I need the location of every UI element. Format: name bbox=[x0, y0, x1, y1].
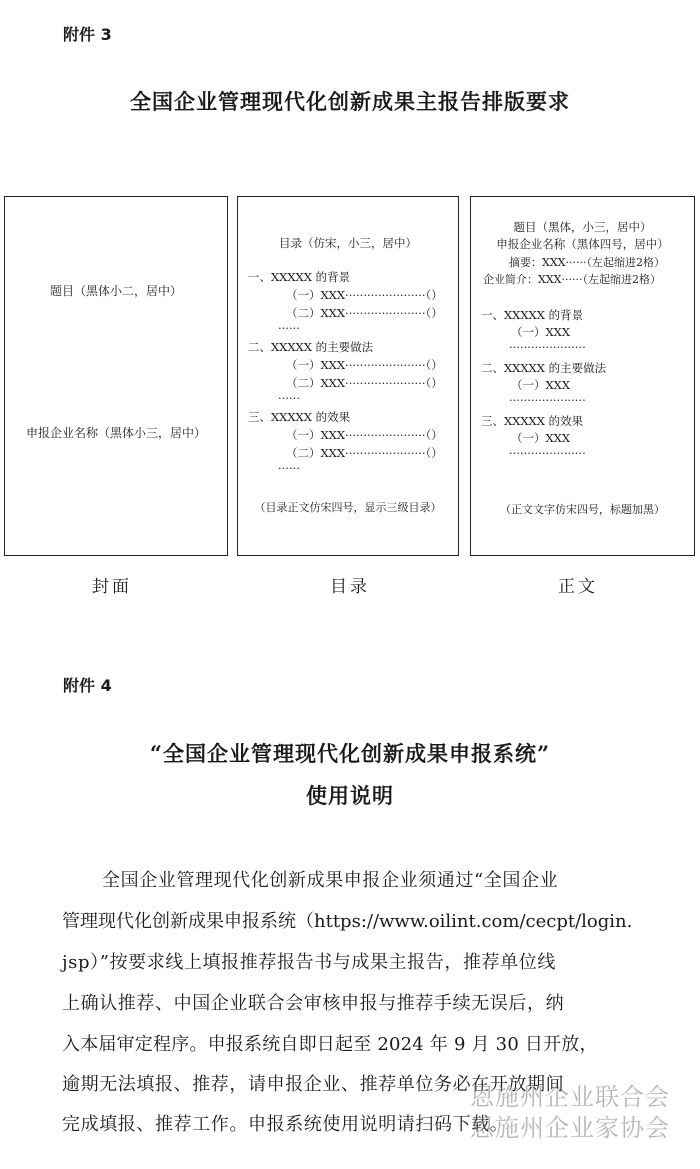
toc-line: 二、XXXXX 的主要做法 bbox=[248, 340, 374, 354]
toc-line: 一、XXXXX 的背景 bbox=[248, 270, 351, 284]
body-line: 三、XXXXX 的效果 bbox=[481, 414, 584, 428]
body-header-line: 企业简介：XXX······（左起缩进2格） bbox=[483, 273, 661, 286]
attachment-4-title-line1: “全国企业管理现代化创新成果申报系统” bbox=[149, 741, 551, 766]
body-line: ····················· bbox=[509, 393, 586, 407]
toc-line: ······ bbox=[278, 321, 300, 335]
toc-line: （二）XXX······················（） bbox=[286, 376, 443, 390]
body-line: ····················· bbox=[509, 340, 586, 354]
body-header-line: 申报企业名称（黑体四号，居中） bbox=[496, 237, 669, 251]
cover-caption: 封面 bbox=[92, 577, 132, 597]
paragraph-line: 完成填报、推荐工作。申报系统使用说明请扫码下载。 bbox=[62, 1114, 509, 1135]
body-line: （一）XXX bbox=[511, 431, 571, 445]
body-note: （正文文字仿宋四号，标题加黑） bbox=[500, 503, 665, 516]
paragraph-line: 管理现代化创新成果申报系统（https://www.oilint.com/cecpt/login. bbox=[62, 911, 633, 932]
body-header-line: 题目（黑体，小三，居中） bbox=[513, 220, 652, 234]
cover-page-box bbox=[4, 196, 228, 556]
toc-line: ······ bbox=[278, 461, 300, 475]
watermark-line1: 恩施州企业联合会 bbox=[470, 1083, 670, 1111]
attachment-4-label: 附件 4 bbox=[63, 676, 112, 695]
body-line: （一）XXX bbox=[511, 325, 571, 339]
attachment-3-title: 全国企业管理现代化创新成果主报告排版要求 bbox=[130, 89, 570, 114]
body-line: 二、XXXXX 的主要做法 bbox=[481, 361, 607, 375]
toc-line: （二）XXX······················（） bbox=[286, 446, 443, 460]
toc-line: 三、XXXXX 的效果 bbox=[248, 410, 351, 424]
toc-note: （目录正文仿宋四号，显示三级目录） bbox=[254, 501, 442, 514]
body-page-box bbox=[470, 196, 695, 556]
body-header-line: 摘要：XXX······（左起缩进2格） bbox=[509, 256, 665, 269]
body-line: 一、XXXXX 的背景 bbox=[481, 308, 584, 322]
body-line: ····················· bbox=[509, 446, 586, 460]
toc-caption: 目录 bbox=[330, 577, 370, 597]
cover-title-note: 题目（黑体小二，居中） bbox=[49, 284, 182, 298]
toc-line: （一）XXX······················（） bbox=[286, 288, 443, 302]
toc-page-box bbox=[237, 196, 459, 556]
paragraph-line: jsp）”按要求线上填报推荐报告书与成果主报告，推荐单位线 bbox=[62, 952, 556, 973]
toc-line: （一）XXX······················（） bbox=[286, 358, 443, 372]
toc-heading: 目录（仿宋，小三，居中） bbox=[279, 236, 417, 250]
attachment-3-label: 附件 3 bbox=[63, 25, 112, 44]
body-line: （一）XXX bbox=[511, 378, 571, 392]
toc-line: （二）XXX······················（） bbox=[286, 306, 443, 320]
body-caption: 正文 bbox=[558, 577, 598, 597]
paragraph-line: 逾期无法填报、推荐，请申报企业、推荐单位务必在开放期间 bbox=[62, 1074, 565, 1095]
toc-line: （一）XXX······················（） bbox=[286, 428, 443, 442]
attachment-4-title-line2: 使用说明 bbox=[306, 783, 394, 808]
watermark-line2: 恩施州企业家协会 bbox=[470, 1114, 670, 1142]
toc-line: ······ bbox=[278, 391, 300, 405]
paragraph-line: 入本届审定程序。申报系统自即日起至 2024 年 9 月 30 日开放， bbox=[62, 1034, 598, 1055]
paragraph-line: 全国企业管理现代化创新成果申报企业须通过“全国企业 bbox=[102, 870, 559, 891]
paragraph-line: 上确认推荐、中国企业联合会审核申报与推荐手续无误后，纳 bbox=[62, 993, 565, 1014]
cover-company-note: 申报企业名称（黑体小三，居中） bbox=[25, 426, 206, 440]
